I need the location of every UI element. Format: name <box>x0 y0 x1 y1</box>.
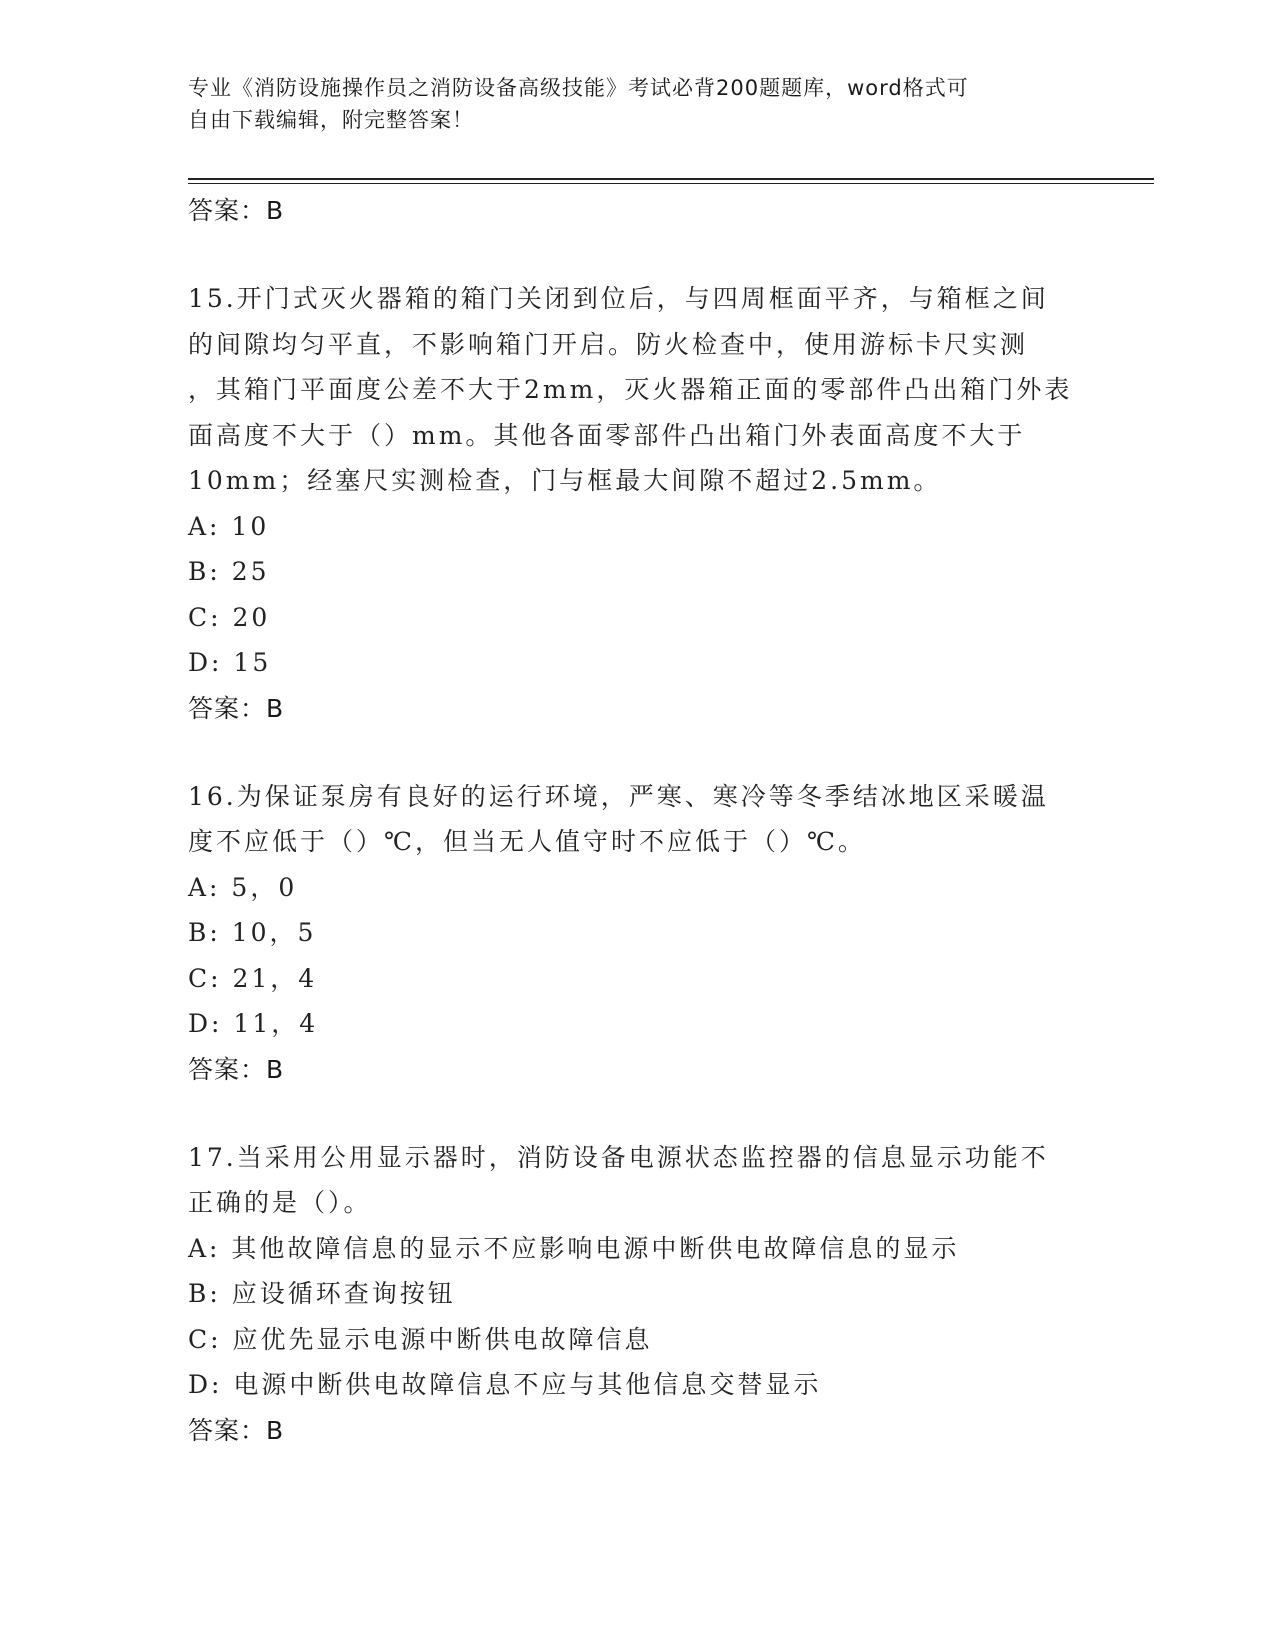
stem-line: 10mm；经塞尺实测检查，门与框最大间隙不超过2.5mm。 <box>188 466 942 495</box>
stem-line: 度不应低于（）℃，但当无人值守时不应低于（）℃。 <box>188 827 866 856</box>
header-line-1: 专业《消防设施操作员之消防设备高级技能》考试必背200题题库，word格式可 <box>188 76 969 100</box>
option-a: A: 其他故障信息的显示不应影响电源中断供电故障信息的显示 <box>188 1233 960 1263</box>
stem-line: 的间隙均匀平直，不影响箱门开启。防火检查中，使用游标卡尺实测 <box>188 329 1029 359</box>
document-body <box>188 188 1088 1453</box>
option-d: D: 11，4 <box>188 1009 319 1038</box>
header-rule-thick <box>188 178 1154 180</box>
page-header <box>188 72 1088 136</box>
option-b: B: 应设循环查询按钮 <box>188 1279 456 1308</box>
option-c: C: 20 <box>188 602 271 632</box>
question-16 <box>188 774 1088 1092</box>
stem-line: ，其箱门平面度公差不大于2mm，灭火器箱正面的零部件凸出箱门外表 <box>188 375 1073 404</box>
question-15 <box>188 276 1088 731</box>
answer-line: 答案：B <box>188 1054 285 1084</box>
answer-line: 答案：B <box>188 196 285 225</box>
option-c: C: 应优先显示电源中断供电故障信息 <box>188 1324 653 1354</box>
stem-line: 17.当采用公用显示器时，消防设备电源状态监控器的信息显示功能不 <box>188 1142 1049 1172</box>
option-a: A: 5，0 <box>188 872 298 902</box>
question-stem <box>188 276 1088 504</box>
stem-line: 面高度不大于（）mm。其他各面零部件凸出箱门外表面高度不大于 <box>188 420 1026 450</box>
option-d: D: 电源中断供电故障信息不应与其他信息交替显示 <box>188 1370 822 1399</box>
header-line-2: 自由下载编辑，附完整答案！ <box>188 108 474 132</box>
stem-line: 16.为保证泵房有良好的运行环境，严寒、寒冷等冬季结冰地区采暖温 <box>188 781 1049 811</box>
option-a: A: 10 <box>188 511 270 541</box>
answer-line: 答案：B <box>188 693 285 723</box>
question-stem <box>188 1135 1088 1226</box>
stem-line: 15.开门式灭火器箱的箱门关闭到位后，与四周框面平齐，与箱框之间 <box>188 284 1049 313</box>
question-17 <box>188 1135 1088 1453</box>
header-rule-thin <box>188 183 1154 184</box>
option-b: B: 25 <box>188 557 270 586</box>
option-b: B: 10，5 <box>188 918 317 947</box>
stem-line: 正确的是（）。 <box>188 1188 372 1217</box>
question-stem <box>188 774 1088 865</box>
answer-line: 答案：B <box>188 1415 285 1445</box>
option-d: D: 15 <box>188 648 272 677</box>
option-c: C: 21，4 <box>188 963 318 993</box>
